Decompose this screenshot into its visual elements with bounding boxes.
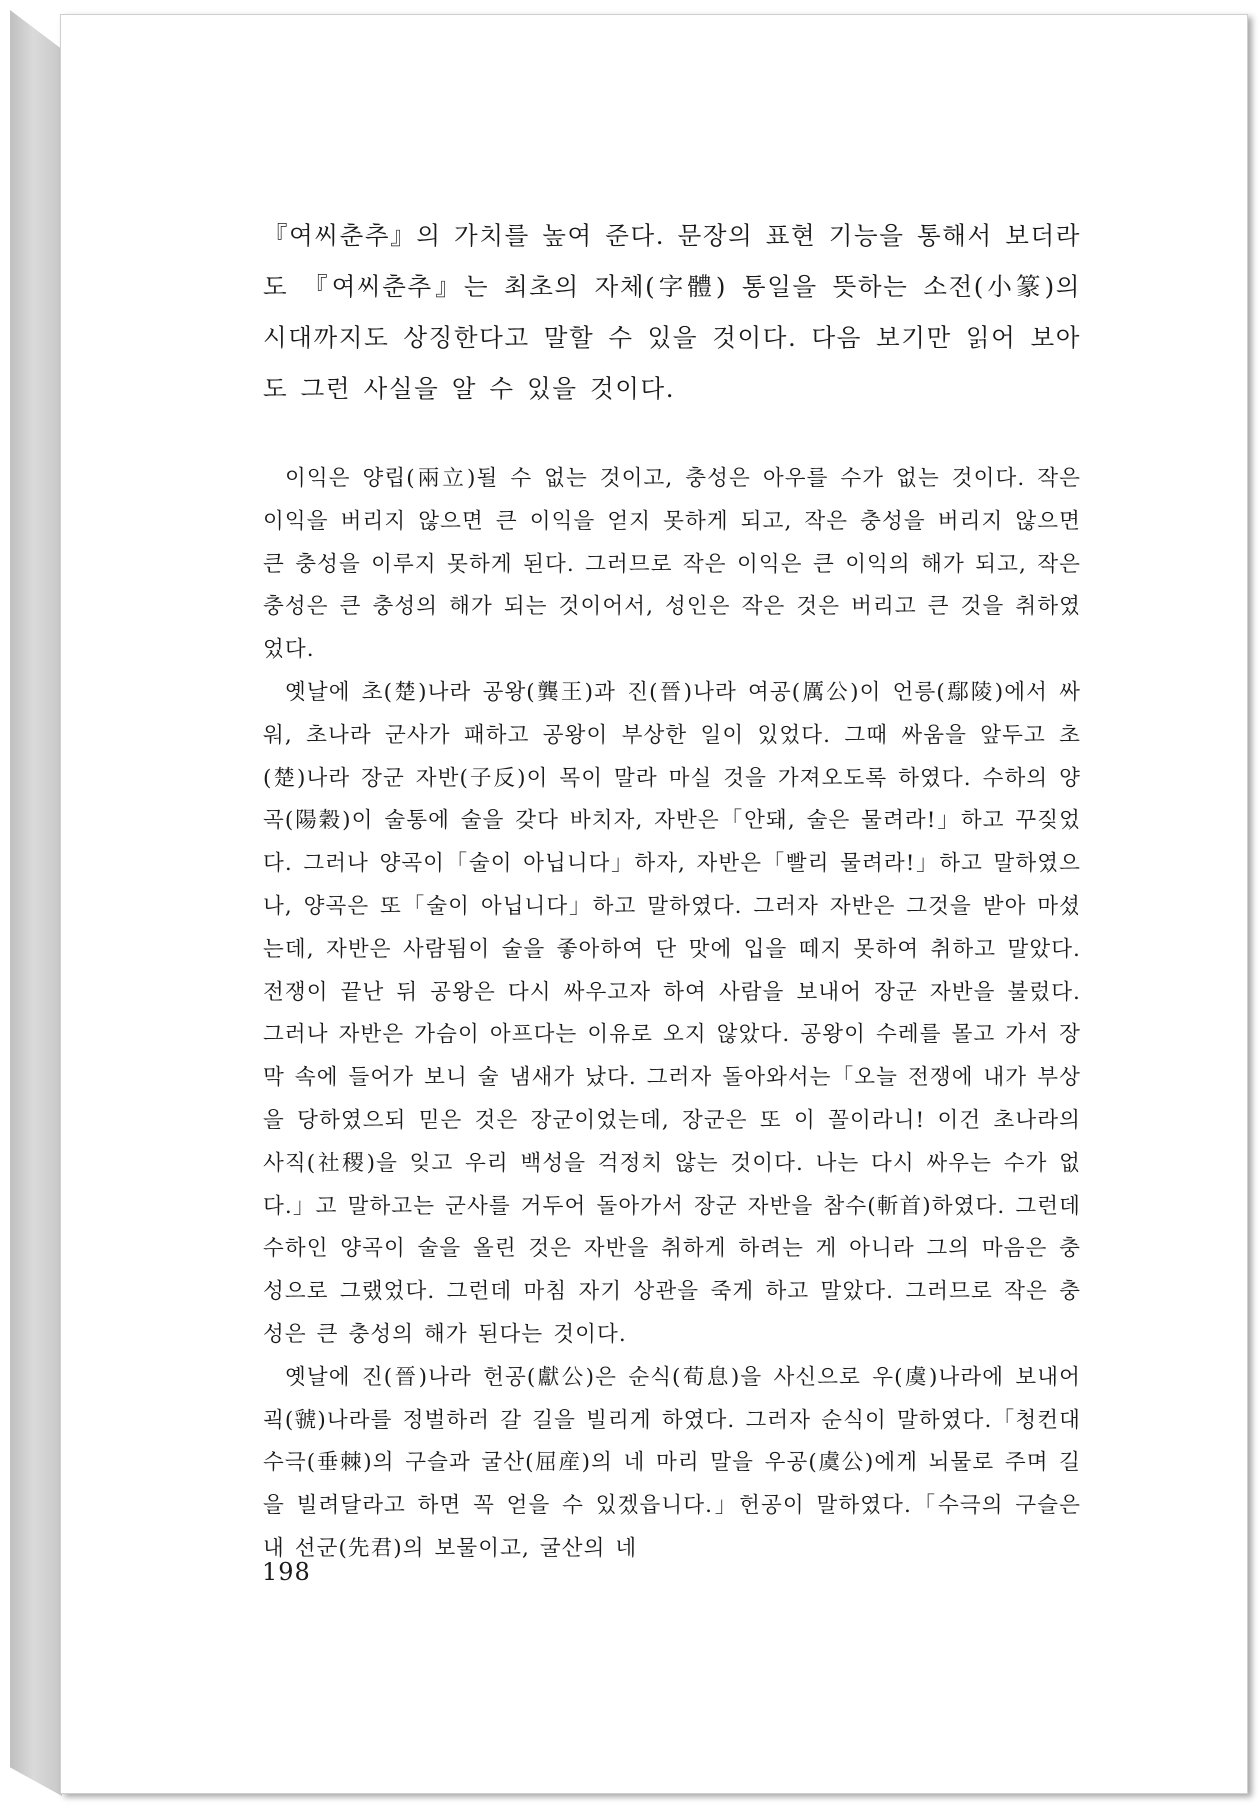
page-content	[263, 210, 1081, 1571]
intro-section	[263, 210, 1081, 414]
quoted-passage	[263, 458, 1081, 1571]
intro-paragraph: 『여씨춘추』의 가치를 높여 준다. 문장의 표현 기능을 통해서 보더라도 『여씨춘추』는 최초의 자체(字體) 통일을 뜻하는 소전(小篆)의 시대까지도 상징한다고 말할 수 있을 것이다. 다음 보기만 읽어 보아도 그런 사실을 알 수 있을 것이다.	[263, 221, 1081, 403]
book-spine-edge	[10, 10, 62, 1796]
quote-paragraph-1: 이익은 양립(兩立)될 수 없는 것이고, 충성은 아우를 수가 없는 것이다. 작은 이익을 버리지 않으면 큰 이익을 얻지 못하게 되고, 작은 충성을 버리지 않으면 큰 충성을 이루지 못하게 된다. 그러므로 작은 이익은 큰 이익의 해가 되고, 작은 충성은 큰 충성의 해가 되는 것이어서, 성인은 작은 것은 버리고 큰 것을 취하였었다.	[263, 466, 1081, 663]
quote-paragraph-2: 옛날에 초(楚)나라 공왕(龔王)과 진(晉)나라 여공(厲公)이 언릉(鄢陵)에서 싸워, 초나라 군사가 패하고 공왕이 부상한 일이 있었다. 그때 싸움을 앞두고 초(楚)나라 장군 자반(子反)이 목이 말라 마실 것을 가져오도록 하였다. 수하의 양곡(陽穀)이 술통에 술을 갖다 바치자, 자반은「안돼, 술은 물려라!」하고 꾸짖었다. 그러나 양곡이「술이 아닙니다」하자, 자반은「빨리 물려라!」하고 말하였으나, 양곡은 또「술이 아닙니다」하고 말하였다. 그러자 자반은 그것을 받아 마셨는데, 자반은 사람됨이 술을 좋아하여 단 맛에 입을 떼지 못하여 취하고 말았다. 전쟁이 끝난 뒤 공왕은 다시 싸우고자 하여 사람을 보내어 장군 자반을 불렀다. 그러나 자반은 가슴이 아프다는 이유로 오지 않았다. 공왕이 수레를 몰고 가서 장막 속에 들어가 보니 술 냄새가 났다. 그러자 돌아와서는「오늘 전쟁에 내가 부상을 당하였으되 믿은 것은 장군이었는데, 장군은 또 이 꼴이라니! 이건 초나라의 사직(社稷)을 잊고 우리 백성을 걱정치 않는 것이다. 나는 다시 싸우는 수가 없다.」고 말하고는 군사를 거두어 돌아가서 장군 자반을 참수(斬首)하였다. 그런데 수하인 양곡이 술을 올린 것은 자반을 취하게 하려는 게 아니라 그의 마음은 충성으로 그랬었다. 그런데 마침 자기 상관을 죽게 하고 말았다. 그러므로 작은 충성은 큰 충성의 해가 된다는 것이다.	[263, 679, 1081, 1347]
quote-paragraph-3: 옛날에 진(晉)나라 헌공(獻公)은 순식(荀息)을 사신으로 우(虞)나라에 보내어 괵(虢)나라를 정벌하러 갈 길을 빌리게 하였다. 그러자 순식이 말하였다.「청컨대 수극(垂棘)의 구슬과 굴산(屈産)의 네 마리 말을 우공(虞公)에게 뇌물로 주며 길을 빌려달라고 하면 꼭 얻을 수 있겠읍니다.」헌공이 말하였다.「수극의 구슬은 내 선군(先君)의 보물이고, 굴산의 네	[263, 1364, 1081, 1561]
page-number: 198	[262, 1558, 311, 1586]
